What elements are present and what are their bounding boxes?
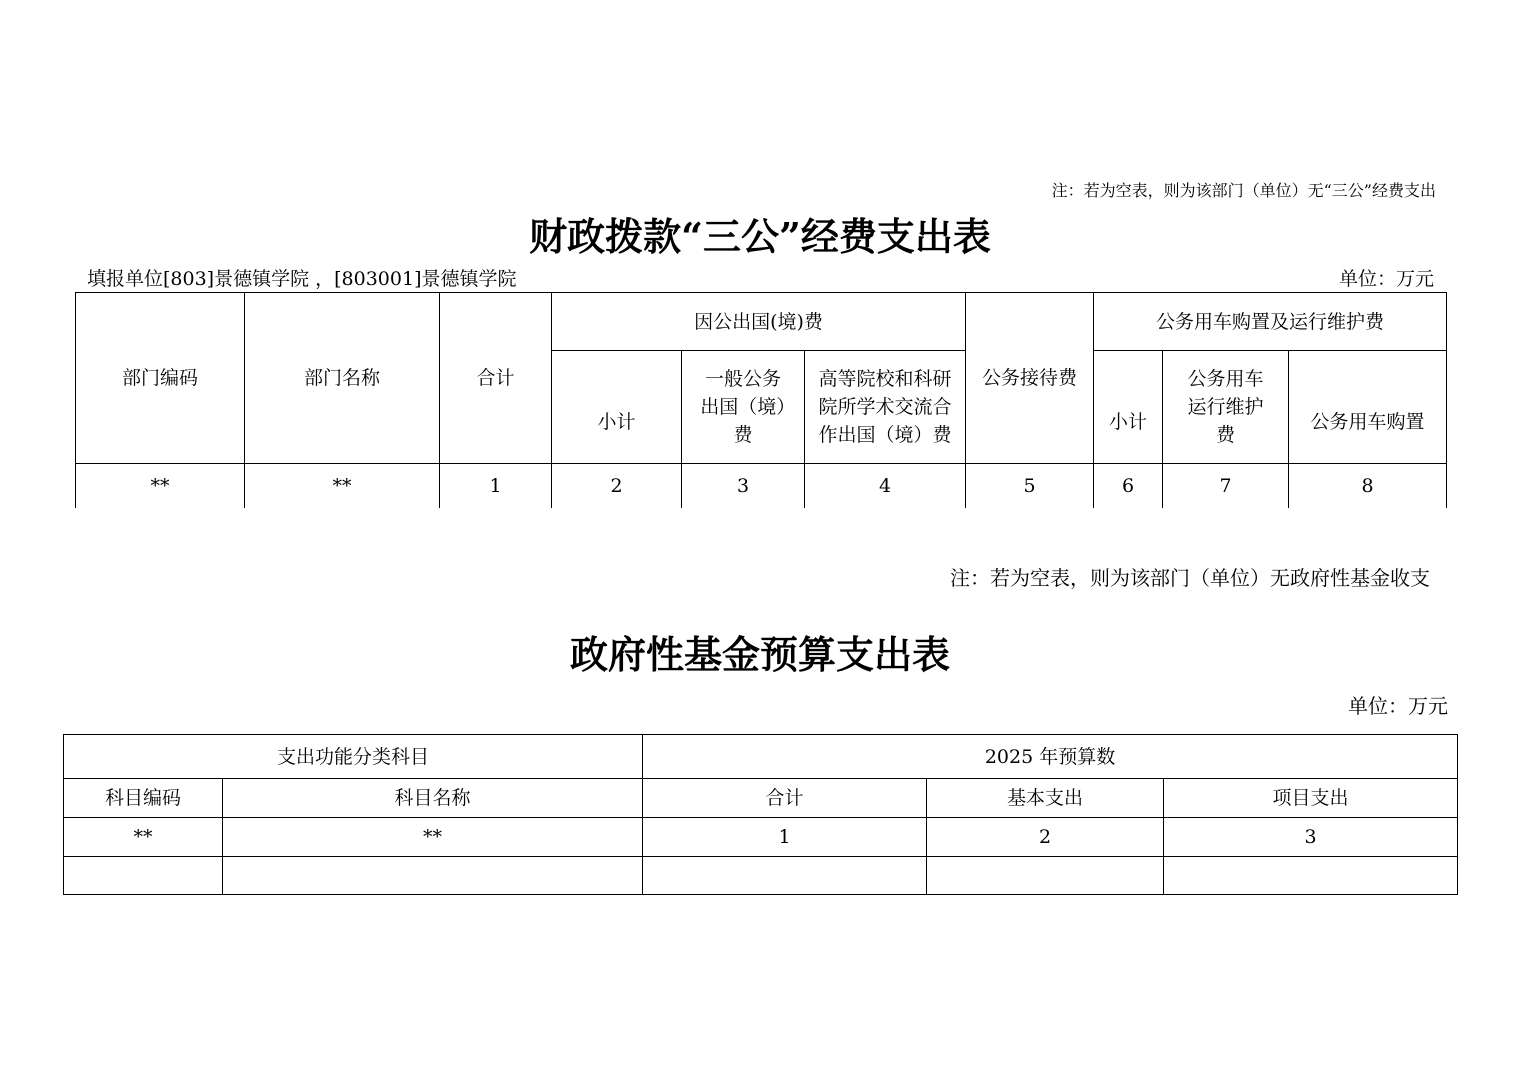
index-cell: 3 [682, 464, 805, 508]
header-dept-code: 部门编码 [76, 293, 245, 464]
empty-cell [927, 857, 1164, 895]
index-cell: ** [76, 464, 245, 508]
header-abroad-group: 因公出国(境)费 [552, 293, 966, 351]
header-project-expense: 项目支出 [1164, 779, 1458, 818]
table1-title: 财政拨款“三公”经费支出表 [529, 214, 991, 259]
header-car-operation: 公务用车运行维护费 [1163, 351, 1289, 464]
header-basic-expense: 基本支出 [927, 779, 1164, 818]
index-cell: ** [64, 818, 223, 857]
header-budget-group: 2025 年预算数 [643, 735, 1458, 779]
empty-cell [643, 857, 927, 895]
header-abroad-academic: 高等院校和科研院所学术交流合作出国（境）费 [805, 351, 966, 464]
index-cell: 5 [966, 464, 1094, 508]
table2-unit: 单位：万元 [1348, 694, 1448, 718]
table1-note: 注：若为空表，则为该部门（单位）无“三公”经费支出 [1051, 181, 1436, 200]
header-subject-code: 科目编码 [64, 779, 223, 818]
index-cell: 2 [927, 818, 1164, 857]
header-car-purchase: 公务用车购置 [1289, 351, 1447, 464]
header-total: 合计 [643, 779, 927, 818]
table2-title: 政府性基金预算支出表 [569, 632, 950, 677]
index-cell: 6 [1094, 464, 1163, 508]
table1-unit: 单位：万元 [1338, 268, 1434, 290]
header-car-group: 公务用车购置及运行维护费 [1094, 293, 1447, 351]
header-abroad-general: 一般公务出国（境）费 [682, 351, 805, 464]
header-car-subtotal: 小计 [1094, 351, 1163, 464]
header-total: 合计 [440, 293, 552, 464]
index-cell: 1 [643, 818, 927, 857]
header-abroad-subtotal: 小计 [552, 351, 682, 464]
index-cell: 3 [1164, 818, 1458, 857]
empty-cell [223, 857, 643, 895]
empty-cell [1164, 857, 1458, 895]
filler-unit-label: 填报单位[803]景德镇学院 ，[803001]景德镇学院 [87, 268, 517, 290]
header-subject-name: 科目名称 [223, 779, 643, 818]
index-cell: 1 [440, 464, 552, 508]
table2-note: 注：若为空表，则为该部门（单位）无政府性基金收支 [950, 566, 1430, 590]
three-public-expenses-table [75, 292, 1447, 508]
index-cell: ** [245, 464, 440, 508]
government-fund-expenditure-table [63, 734, 1458, 895]
empty-cell [64, 857, 223, 895]
index-cell: 4 [805, 464, 966, 508]
header-category: 支出功能分类科目 [64, 735, 643, 779]
header-dept-name: 部门名称 [245, 293, 440, 464]
index-cell: 8 [1289, 464, 1447, 508]
index-cell: 7 [1163, 464, 1289, 508]
index-cell: 2 [552, 464, 682, 508]
header-reception: 公务接待费 [966, 293, 1094, 464]
index-cell: ** [223, 818, 643, 857]
